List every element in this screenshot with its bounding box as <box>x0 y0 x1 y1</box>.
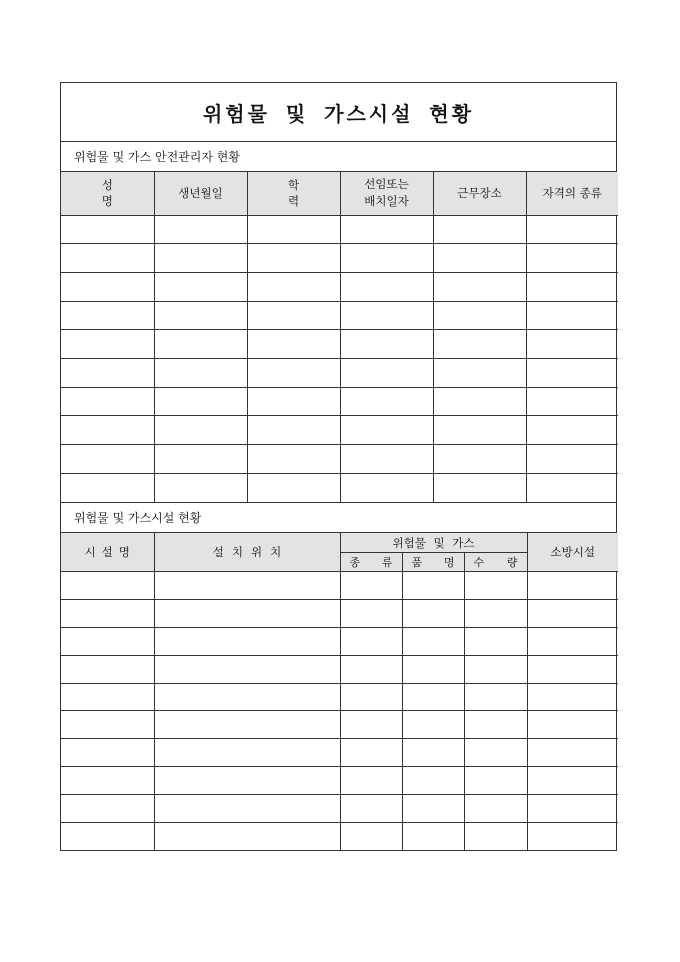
facilities-table-cell[interactable] <box>402 739 464 767</box>
facilities-table-cell[interactable] <box>154 766 340 794</box>
facilities-table-cell[interactable] <box>154 600 340 628</box>
managers-table-cell[interactable] <box>247 387 340 416</box>
facilities-table-cell[interactable] <box>402 683 464 711</box>
facilities-table-cell[interactable] <box>340 794 402 822</box>
managers-table-cell[interactable] <box>340 358 433 387</box>
managers-table-cell[interactable] <box>154 330 247 359</box>
managers-table-row <box>61 473 618 502</box>
managers-table-cell[interactable] <box>61 387 154 416</box>
managers-table-cell[interactable] <box>61 244 154 273</box>
facilities-table-cell[interactable] <box>61 794 154 822</box>
section-label-managers: 위험물 및 가스 안전관리자 현황 <box>61 142 616 172</box>
managers-table-cell[interactable] <box>61 473 154 502</box>
managers-table-cell[interactable] <box>340 244 433 273</box>
facilities-table-cell[interactable] <box>464 739 527 767</box>
managers-table-cell[interactable] <box>247 301 340 330</box>
facilities-table-cell[interactable] <box>527 739 618 767</box>
header-appointed <box>340 172 433 215</box>
managers-table-cell[interactable] <box>247 244 340 273</box>
facilities-table-row <box>61 711 618 739</box>
managers-table-row <box>61 272 618 301</box>
facilities-table-cell[interactable] <box>61 766 154 794</box>
managers-table-row <box>61 358 618 387</box>
managers-table-cell[interactable] <box>154 416 247 445</box>
facilities-table-cell[interactable] <box>340 766 402 794</box>
header-facility: 시설명 <box>61 533 154 572</box>
header-qualification: 자격의 종류 <box>526 172 618 215</box>
managers-table-cell[interactable] <box>526 272 618 301</box>
managers-table-cell[interactable] <box>61 215 154 244</box>
header-quantity <box>464 553 527 572</box>
header-hazmat-gas: 위험물 및 가스 <box>340 533 527 553</box>
managers-table-row <box>61 387 618 416</box>
managers-table-cell[interactable] <box>247 473 340 502</box>
facilities-table-cell[interactable] <box>340 683 402 711</box>
managers-table-cell[interactable] <box>61 272 154 301</box>
managers-table-cell[interactable] <box>433 473 526 502</box>
facilities-table-cell[interactable] <box>154 822 340 850</box>
facilities-table-cell[interactable] <box>340 739 402 767</box>
facilities-table-cell[interactable] <box>154 655 340 683</box>
facilities-table-cell[interactable] <box>154 794 340 822</box>
facilities-table-cell[interactable] <box>340 627 402 655</box>
facilities-table-cell[interactable] <box>464 627 527 655</box>
facilities-header-row-1 <box>61 533 618 553</box>
facilities-table-cell[interactable] <box>154 711 340 739</box>
managers-table-row <box>61 244 618 273</box>
facilities-table-cell[interactable] <box>402 822 464 850</box>
header-kind-a: 종 <box>349 556 361 570</box>
header-location: 설치위치 <box>154 533 340 572</box>
managers-table <box>61 172 618 502</box>
managers-table-cell[interactable] <box>154 358 247 387</box>
managers-table-cell[interactable] <box>154 387 247 416</box>
managers-table-cell[interactable] <box>340 473 433 502</box>
managers-table-cell[interactable] <box>526 244 618 273</box>
facilities-table-cell[interactable] <box>61 711 154 739</box>
managers-table-cell[interactable] <box>154 244 247 273</box>
managers-table-cell[interactable] <box>340 387 433 416</box>
managers-table-cell[interactable] <box>433 301 526 330</box>
managers-table-cell[interactable] <box>526 387 618 416</box>
managers-table-cell[interactable] <box>433 330 526 359</box>
managers-table-row <box>61 215 618 244</box>
managers-table-cell[interactable] <box>61 358 154 387</box>
managers-table-cell[interactable] <box>247 416 340 445</box>
facilities-table-cell[interactable] <box>340 711 402 739</box>
facilities-table <box>61 533 618 850</box>
facilities-table-cell[interactable] <box>527 711 618 739</box>
header-birth: 생년월일 <box>154 172 247 215</box>
managers-header-row <box>61 172 618 215</box>
facilities-table-cell[interactable] <box>464 711 527 739</box>
managers-table-row <box>61 301 618 330</box>
section-label-facilities: 위험물 및 가스시설 현황 <box>61 502 616 533</box>
facilities-table-cell[interactable] <box>340 572 402 600</box>
facilities-table-row <box>61 739 618 767</box>
header-kind <box>340 553 402 572</box>
facilities-table-cell[interactable] <box>527 683 618 711</box>
facilities-table-cell[interactable] <box>464 766 527 794</box>
facilities-table-cell[interactable] <box>402 711 464 739</box>
facilities-table-cell[interactable] <box>527 822 618 850</box>
managers-table-cell[interactable] <box>340 330 433 359</box>
facilities-table-cell[interactable] <box>402 600 464 628</box>
facilities-table-cell[interactable] <box>527 627 618 655</box>
managers-table-cell[interactable] <box>340 272 433 301</box>
header-qty-a: 수 <box>473 556 485 570</box>
managers-table-cell[interactable] <box>247 272 340 301</box>
facilities-table-row <box>61 572 618 600</box>
facilities-table-row <box>61 794 618 822</box>
facilities-table-cell[interactable] <box>61 683 154 711</box>
facilities-table-row <box>61 683 618 711</box>
facilities-table-row <box>61 822 618 850</box>
facilities-table-cell[interactable] <box>61 822 154 850</box>
header-item <box>402 553 464 572</box>
facilities-table-cell[interactable] <box>464 683 527 711</box>
managers-table-cell[interactable] <box>154 272 247 301</box>
managers-table-cell[interactable] <box>61 445 154 474</box>
facilities-table-cell[interactable] <box>527 655 618 683</box>
managers-table-cell[interactable] <box>433 387 526 416</box>
managers-table-cell[interactable] <box>526 330 618 359</box>
header-name: 성 명 <box>61 172 154 215</box>
managers-table-row <box>61 330 618 359</box>
facilities-table-cell[interactable] <box>340 655 402 683</box>
facilities-table-row <box>61 600 618 628</box>
facilities-table-cell[interactable] <box>61 572 154 600</box>
managers-table-cell[interactable] <box>247 445 340 474</box>
header-item-b: 명 <box>443 556 455 570</box>
managers-table-cell[interactable] <box>526 445 618 474</box>
managers-table-cell[interactable] <box>433 215 526 244</box>
managers-table-cell[interactable] <box>247 215 340 244</box>
facilities-table-cell[interactable] <box>464 572 527 600</box>
facilities-table-cell[interactable] <box>464 794 527 822</box>
managers-table-cell[interactable] <box>61 330 154 359</box>
facilities-table-cell[interactable] <box>464 822 527 850</box>
facilities-table-cell[interactable] <box>402 766 464 794</box>
facilities-table-cell[interactable] <box>402 572 464 600</box>
facilities-table-cell[interactable] <box>154 683 340 711</box>
facilities-table-cell[interactable] <box>527 766 618 794</box>
facilities-table-cell[interactable] <box>154 572 340 600</box>
header-fire-facility: 소방시설 <box>527 533 618 572</box>
hazmat-gas-form <box>60 82 617 851</box>
facilities-table-cell[interactable] <box>402 655 464 683</box>
facilities-table-row <box>61 766 618 794</box>
managers-table-cell[interactable] <box>433 272 526 301</box>
facilities-table-row <box>61 655 618 683</box>
header-qty-b: 량 <box>506 556 518 570</box>
managers-table-cell[interactable] <box>526 215 618 244</box>
facilities-table-cell[interactable] <box>61 627 154 655</box>
managers-table-cell[interactable] <box>154 215 247 244</box>
facilities-table-cell[interactable] <box>340 822 402 850</box>
header-appointed-line2: 배치일자 <box>364 194 409 209</box>
managers-table-cell[interactable] <box>340 215 433 244</box>
page-title: 위험물 및 가스시설 현황 <box>61 83 616 142</box>
header-education: 학 력 <box>247 172 340 215</box>
managers-table-cell[interactable] <box>526 301 618 330</box>
managers-table-cell[interactable] <box>433 416 526 445</box>
header-workplace: 근무장소 <box>433 172 526 215</box>
header-item-a: 품 <box>411 556 423 570</box>
facilities-table-cell[interactable] <box>154 627 340 655</box>
managers-table-cell[interactable] <box>247 330 340 359</box>
facilities-table-cell[interactable] <box>464 655 527 683</box>
facilities-table-cell[interactable] <box>464 600 527 628</box>
managers-table-cell[interactable] <box>526 358 618 387</box>
facilities-table-cell[interactable] <box>154 739 340 767</box>
managers-table-cell[interactable] <box>526 473 618 502</box>
managers-table-cell[interactable] <box>433 358 526 387</box>
facilities-table-cell[interactable] <box>61 739 154 767</box>
managers-table-cell[interactable] <box>526 416 618 445</box>
managers-table-row <box>61 416 618 445</box>
facilities-table-cell[interactable] <box>527 794 618 822</box>
managers-table-cell[interactable] <box>247 358 340 387</box>
managers-table-cell[interactable] <box>154 301 247 330</box>
managers-table-row <box>61 445 618 474</box>
managers-table-cell[interactable] <box>61 416 154 445</box>
facilities-table-cell[interactable] <box>527 572 618 600</box>
managers-table-cell[interactable] <box>433 244 526 273</box>
managers-table-cell[interactable] <box>154 473 247 502</box>
header-kind-b: 류 <box>381 556 393 570</box>
facilities-table-cell[interactable] <box>402 794 464 822</box>
facilities-table-cell[interactable] <box>402 627 464 655</box>
managers-table-cell[interactable] <box>154 445 247 474</box>
facilities-table-row <box>61 627 618 655</box>
facilities-table-cell[interactable] <box>527 600 618 628</box>
managers-table-cell[interactable] <box>340 445 433 474</box>
managers-table-cell[interactable] <box>433 445 526 474</box>
facilities-table-cell[interactable] <box>61 600 154 628</box>
facilities-table-cell[interactable] <box>61 655 154 683</box>
facilities-table-cell[interactable] <box>340 600 402 628</box>
header-appointed-line1: 선임또는 <box>364 177 409 192</box>
managers-table-cell[interactable] <box>61 301 154 330</box>
managers-table-cell[interactable] <box>340 416 433 445</box>
managers-table-cell[interactable] <box>340 301 433 330</box>
